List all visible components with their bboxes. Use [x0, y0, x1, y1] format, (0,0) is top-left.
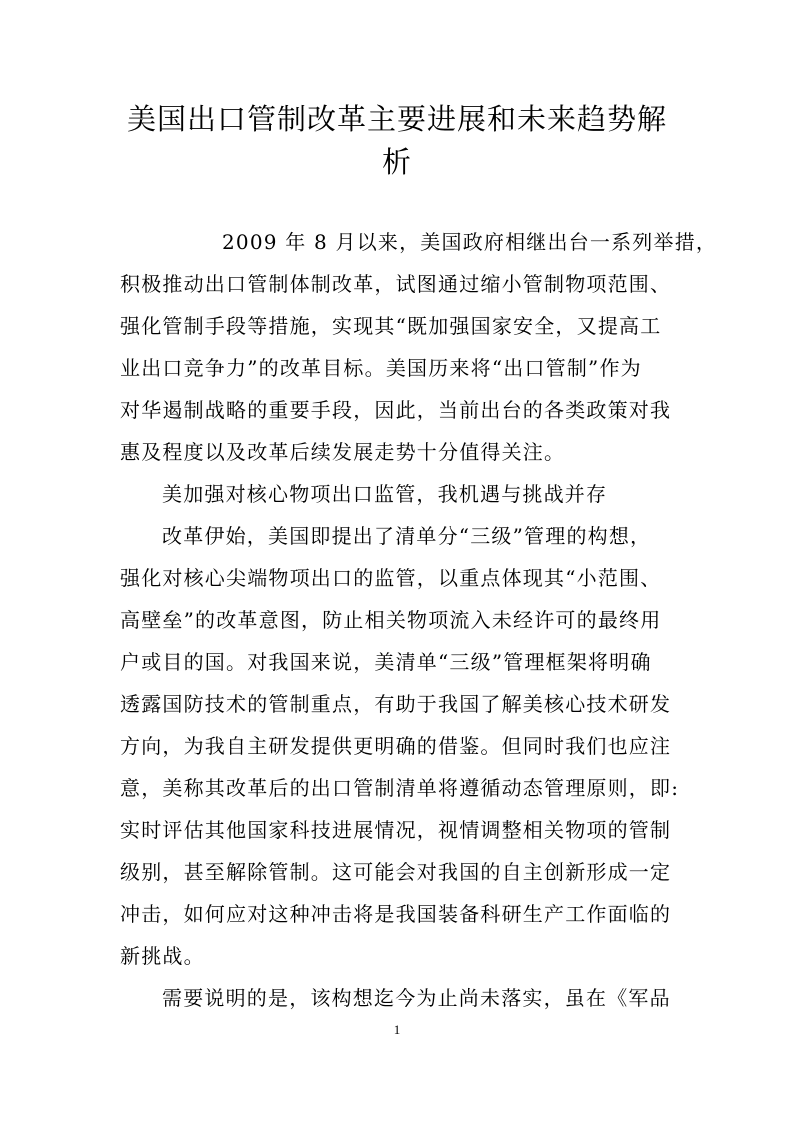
body-text-line: 强化管制手段等措施，实现其“既加强国家安全，又提高工 [120, 314, 662, 338]
body-text-line: 意，美称其改革后的出口管制清单将遵循动态管理原则，即: [120, 776, 680, 800]
body-text-line: 冲击，如何应对这种冲击将是我国装备科研生产工作面临的 [120, 902, 672, 926]
body-text-line: 业出口竞争力”的改革目标。美国历来将“出口管制”作为 [120, 356, 642, 380]
document-title-line-1: 美国出口管制改革主要进展和未来趋势解 [126, 102, 667, 136]
body-text-line: 惠及程度以及改革后续发展走势十分值得关注。 [120, 440, 566, 464]
body-text-line: 透露国防技术的管制重点，有助于我国了解美核心技术研发 [120, 692, 672, 716]
body-text-line: 需要说明的是，该构想迄今为止尚未落实，虽在《军品 [162, 986, 671, 1010]
section-heading: 美加强对核心物项出口监管，我机遇与挑战并存 [162, 482, 608, 506]
body-text-line: 方向，为我自主研发提供更明确的借鉴。但同时我们也应注 [120, 734, 672, 758]
body-text-line: 高壁垒”的改革意图，防止相关物项流入未经许可的最终用 [120, 608, 662, 632]
body-text-line: 户或目的国。对我国来说，美清单“三级”管理框架将明确 [120, 650, 652, 674]
body-text-line: 级别，甚至解除管制。这可能会对我国的自主创新形成一定 [120, 860, 672, 884]
page-number: 1 [393, 1022, 401, 1037]
body-text-line: 积极推动出口管制体制改革，试图通过缩小管制物项范围、 [120, 272, 672, 296]
body-text-line: 新挑战。 [120, 944, 205, 968]
body-text-line: 强化对核心尖端物项出口的监管，以重点体现其“小范围、 [120, 566, 662, 590]
document-title-line-2: 析 [381, 145, 412, 179]
body-text-line: 对华遏制战略的重要手段，因此，当前出台的各类政策对我 [120, 398, 672, 422]
body-text-line: 改革伊始，美国即提出了清单分“三级”管理的构想， [162, 524, 652, 548]
body-text-line: 实时评估其他国家科技进展情况，视情调整相关物项的管制 [120, 818, 672, 842]
body-text-line: 2009 年 8 月以来，美国政府相继出台一系列举措， [222, 230, 718, 254]
